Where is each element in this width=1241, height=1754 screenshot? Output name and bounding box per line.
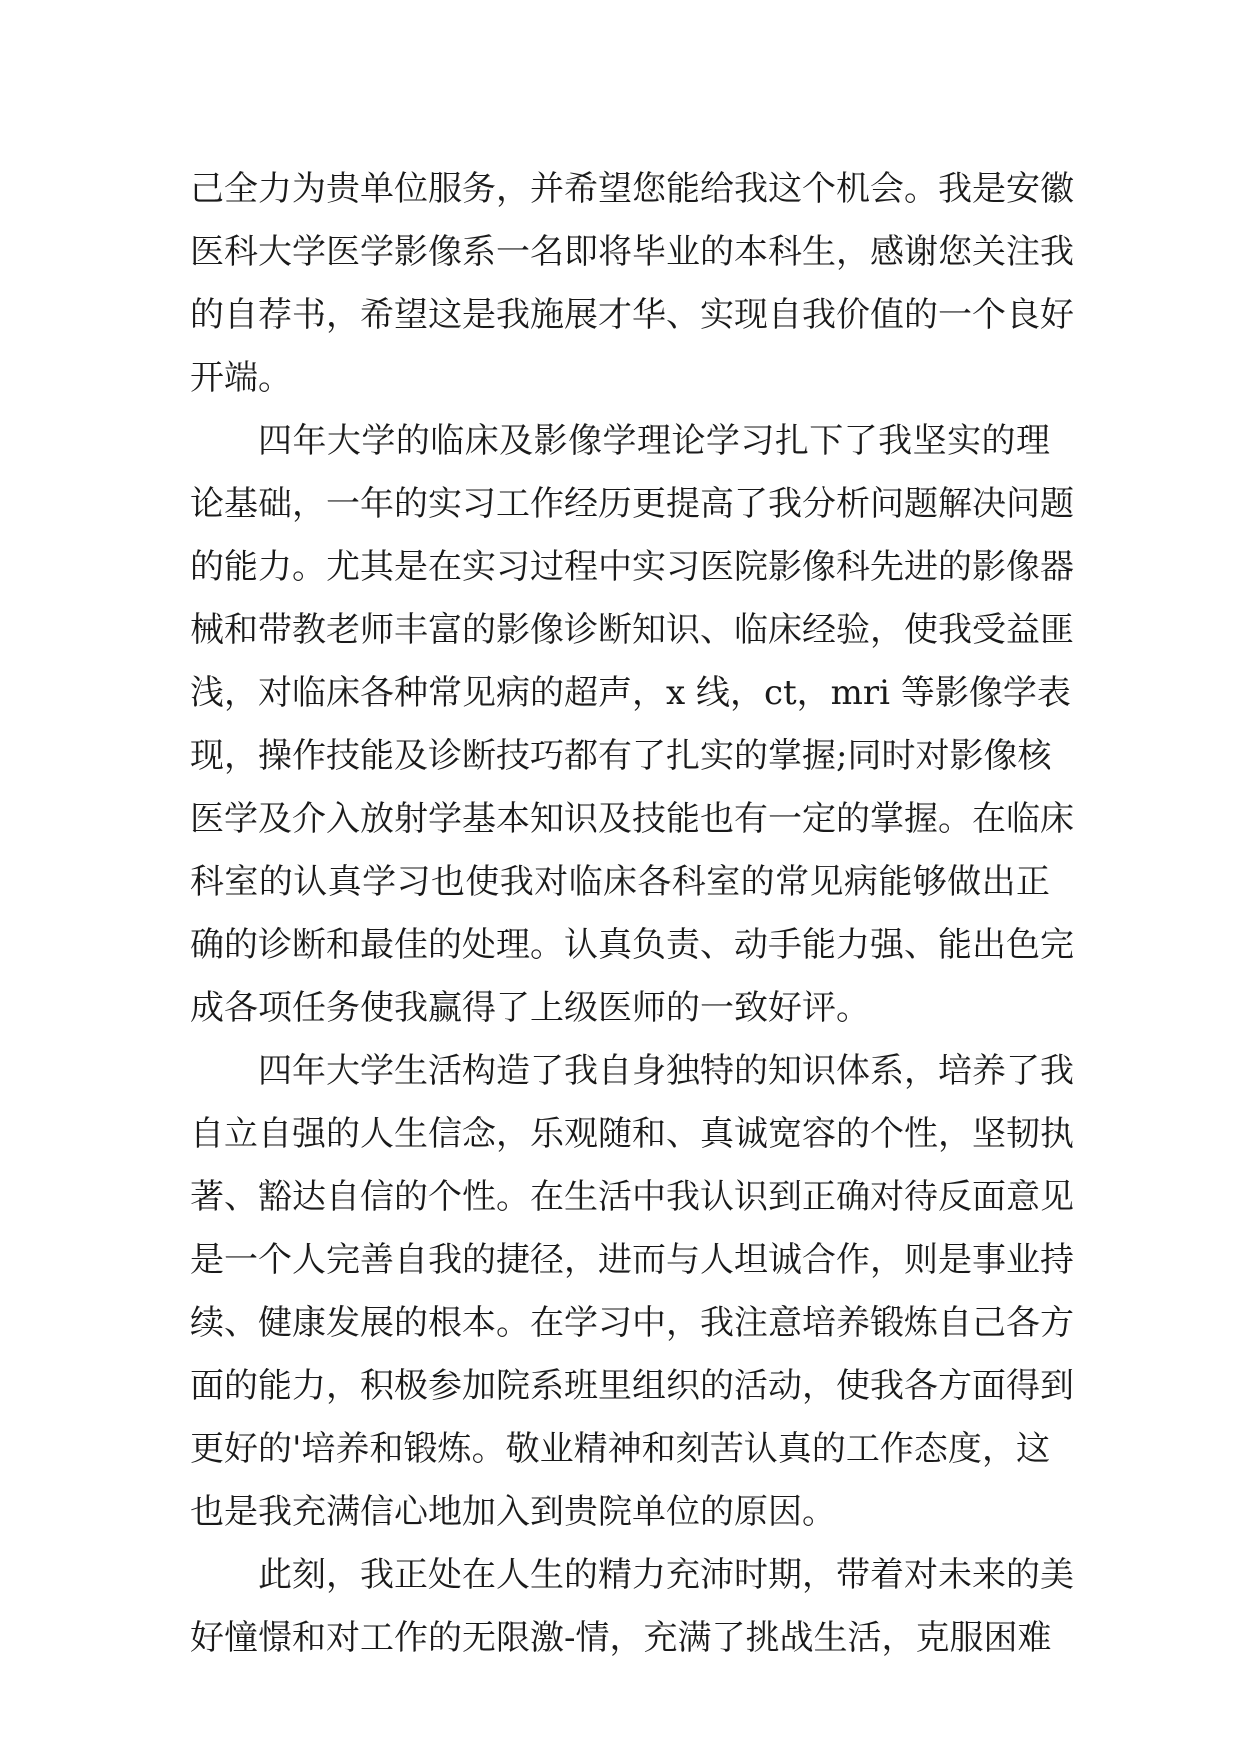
text-line: 现，操作技能及诊断技巧都有了扎实的掌握;同时对影像核 <box>190 736 1052 776</box>
paragraph-2 <box>190 410 1074 1040</box>
text-line: 械和带教老师丰富的影像诊断知识、临床经验，使我受益匪 <box>190 610 1074 650</box>
text-line: 四年大学的临床及影像学理论学习扎下了我坚实的理 <box>258 421 1050 461</box>
text-line: 开端。 <box>190 358 292 398</box>
paragraph-4 <box>190 1544 1074 1670</box>
text-line: 科室的认真学习也使我对临床各科室的常见病能够做出正 <box>190 862 1050 902</box>
text-line: 确的诊断和最佳的处理。认真负责、动手能力强、能出色完 <box>190 925 1074 965</box>
text-line: 自立自强的人生信念，乐观随和、真诚宽容的个性，坚韧执 <box>190 1114 1074 1154</box>
paragraph-3 <box>190 1040 1074 1544</box>
text-line: 医学及介入放射学基本知识及技能也有一定的掌握。在临床 <box>190 799 1074 839</box>
text-line: 浅，对临床各种常见病的超声，x 线，ct，mri 等影像学表 <box>190 673 1071 713</box>
text-line: 四年大学生活构造了我自身独特的知识体系，培养了我 <box>258 1051 1074 1091</box>
text-line: 己全力为贵单位服务，并希望您能给我这个机会。我是安徽 <box>190 169 1074 209</box>
text-line: 也是我充满信心地加入到贵院单位的原因。 <box>190 1492 836 1532</box>
text-line: 好憧憬和对工作的无限激-情，充满了挑战生活，克服困难 <box>190 1618 1052 1658</box>
text-line: 医科大学医学影像系一名即将毕业的本科生，感谢您关注我 <box>190 232 1074 272</box>
text-line: 续、健康发展的根本。在学习中，我注意培养锻炼自己各方 <box>190 1303 1074 1343</box>
text-line: 成各项任务使我赢得了上级医师的一致好评。 <box>190 988 870 1028</box>
text-line: 论基础，一年的实习工作经历更提高了我分析问题解决问题 <box>190 484 1074 524</box>
text-line: 面的能力，积极参加院系班里组织的活动，使我各方面得到 <box>190 1366 1074 1406</box>
text-line: 的自荐书，希望这是我施展才华、实现自我价值的一个良好 <box>190 295 1074 335</box>
letter-body <box>190 158 1074 1670</box>
text-line: 是一个人完善自我的捷径，进而与人坦诚合作，则是事业持 <box>190 1240 1074 1280</box>
paragraph-1 <box>190 158 1074 410</box>
text-line: 的能力。尤其是在实习过程中实习医院影像科先进的影像器 <box>190 547 1074 587</box>
text-line: 著、豁达自信的个性。在生活中我认识到正确对待反面意见 <box>190 1177 1074 1217</box>
text-line: 更好的'培养和锻炼。敬业精神和刻苦认真的工作态度，这 <box>190 1429 1050 1469</box>
text-line: 此刻，我正处在人生的精力充沛时期，带着对未来的美 <box>258 1555 1074 1595</box>
